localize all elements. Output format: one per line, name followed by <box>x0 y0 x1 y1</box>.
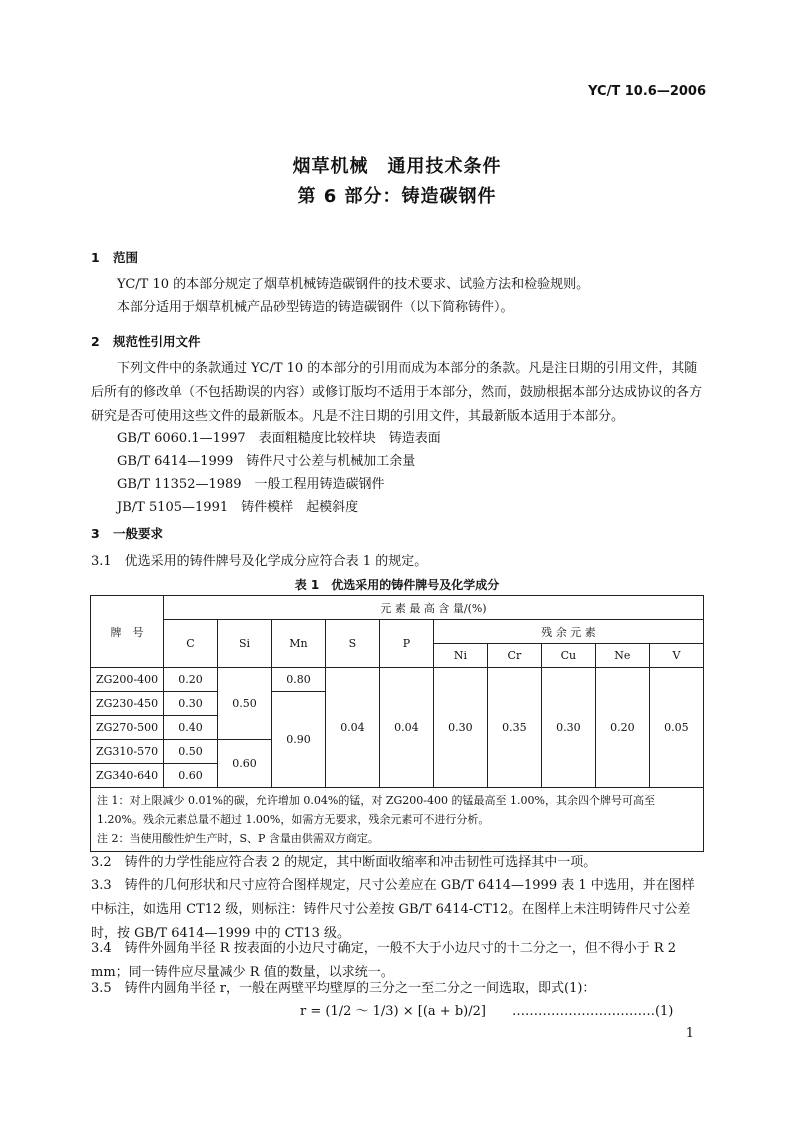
header-v: V <box>649 644 703 668</box>
grade-cell: ZG340-640 <box>91 764 164 788</box>
header-si: Si <box>217 620 271 668</box>
reference-4: JB/T 5105—1991 铸件模样 起模斜度 <box>117 500 359 515</box>
header-residual: 残 余 元 素 <box>433 620 703 644</box>
page-number: 1 <box>685 1026 694 1041</box>
p-cell: 0.04 <box>379 668 433 788</box>
section-1-heading <box>91 248 138 266</box>
section-3-heading <box>91 524 163 542</box>
header-s: S <box>325 620 379 668</box>
grade-cell: ZG200-400 <box>91 668 164 692</box>
header-ne: Ne <box>595 644 649 668</box>
table-note-2: 注 2：当使用酸性炉生产时，S、P 含量由供需双方商定。 <box>97 832 379 845</box>
header-grade: 牌 号 <box>91 596 164 668</box>
table-note-1: 注 1：对上限减少 0.01%的碳，允许增加 0.04%的锰，对 ZG200-400 的锰最高至 1.00%，其余四个牌号可高至 1.20%。残余元素总量不超过 1.00%，如需方无要求，残余元素可不进行分析。 <box>97 794 655 826</box>
table-notes <box>91 788 704 852</box>
c-cell: 0.20 <box>164 668 218 692</box>
clause-3-4: 3.4 铸件外圆角半径 R 按表面的小边尺寸确定，一般不大于小边尺寸的十二分之一，但不得小于 R 2 mm；同一铸件应尽量减少 R 值的数量，以求统一。 <box>91 941 677 980</box>
cu-cell: 0.30 <box>541 668 595 788</box>
reference-3: GB/T 11352—1989 一般工程用铸造碳钢件 <box>117 477 385 492</box>
s2-paragraph-1: 下列文件中的条款通过 YC/T 10 的本部分的引用而成为本部分的条款。凡是注日期的引用文件，其随后所有的修改单（不包括勘误的内容）或修订版均不适用于本部分，然而，鼓励根据本部分达成协议的各方研究是否可使用这些文件的最新版本。凡是不注日期的引用文件，其最新版本适用于本部分。 <box>91 361 703 424</box>
si-cell: 0.60 <box>217 740 271 788</box>
grade-cell: ZG270-500 <box>91 716 164 740</box>
formula-1: r = (1/2 ～ 1/3) × [(a + b)/2] ……………………………(1) <box>300 1004 674 1019</box>
ni-cell: 0.30 <box>433 668 487 788</box>
clause-3-3: 3.3 铸件的几何形状和尺寸应符合图样规定，尺寸公差应在 GB/T 6414—1999 表 1 中选用，并在图样中标注，如选用 CT12 级，则标注：铸件尺寸公差按 GB/T 6414-CT12。在图样上未注明铸件尺寸公差时，按 GB/T 6414—1999 中的 CT13 级。 <box>91 878 695 941</box>
section-number: 1 <box>91 250 100 265</box>
c-cell: 0.50 <box>164 740 218 764</box>
section-number: 3 <box>91 526 100 541</box>
si-cell: 0.50 <box>217 668 271 740</box>
cr-cell: 0.35 <box>487 668 541 788</box>
clause-3-2: 3.2 铸件的力学性能应符合表 2 的规定，其中断面收缩率和冲击韧性可选择其中一项。 <box>91 855 597 870</box>
section-number: 2 <box>91 334 100 349</box>
standard-number: YC/T 10.6—2006 <box>588 84 706 99</box>
header-cu: Cu <box>541 644 595 668</box>
header-max-content: 元 素 最 高 含 量/(%) <box>164 596 704 620</box>
doc-title-line1: 烟草机械 通用技术条件 <box>292 156 502 177</box>
c-cell: 0.60 <box>164 764 218 788</box>
s-cell: 0.04 <box>325 668 379 788</box>
header-mn: Mn <box>271 620 325 668</box>
clause-3-5: 3.5 铸件内圆角半径 r，一般在两壁平均壁厚的三分之一至二分之一间选取，即式(1)： <box>91 981 596 996</box>
table-1 <box>90 595 704 852</box>
header-c: C <box>164 620 218 668</box>
clause-3-1: 3.1 优选采用的铸件牌号及化学成分应符合表 1 的规定。 <box>91 554 428 569</box>
grade-cell: ZG230-450 <box>91 692 164 716</box>
mn-cell: 0.90 <box>271 692 325 788</box>
ne-cell: 0.20 <box>595 668 649 788</box>
s1-paragraph-2: 本部分适用于烟草机械产品砂型铸造的铸造碳钢件（以下简称铸件）。 <box>117 300 514 315</box>
reference-1: GB/T 6060.1—1997 表面粗糙度比较样块 铸造表面 <box>117 431 441 446</box>
section-2-heading <box>91 332 201 350</box>
s1-paragraph-1: YC/T 10 的本部分规定了烟草机械铸造碳钢件的技术要求、试验方法和检验规则。 <box>117 277 590 292</box>
header-p: P <box>379 620 433 668</box>
c-cell: 0.30 <box>164 692 218 716</box>
reference-2: GB/T 6414—1999 铸件尺寸公差与机械加工余量 <box>117 454 416 469</box>
header-cr: Cr <box>487 644 541 668</box>
grade-cell: ZG310-570 <box>91 740 164 764</box>
header-ni: Ni <box>433 644 487 668</box>
doc-title-line2: 第 6 部分：铸造碳钢件 <box>297 186 497 207</box>
section-title: 一般要求 <box>113 526 164 541</box>
mn-cell: 0.80 <box>271 668 325 692</box>
c-cell: 0.40 <box>164 716 218 740</box>
table-1-caption: 表 1 优选采用的铸件牌号及化学成分 <box>294 578 500 592</box>
v-cell: 0.05 <box>649 668 703 788</box>
section-title: 规范性引用文件 <box>113 334 201 349</box>
section-title: 范围 <box>113 250 139 265</box>
